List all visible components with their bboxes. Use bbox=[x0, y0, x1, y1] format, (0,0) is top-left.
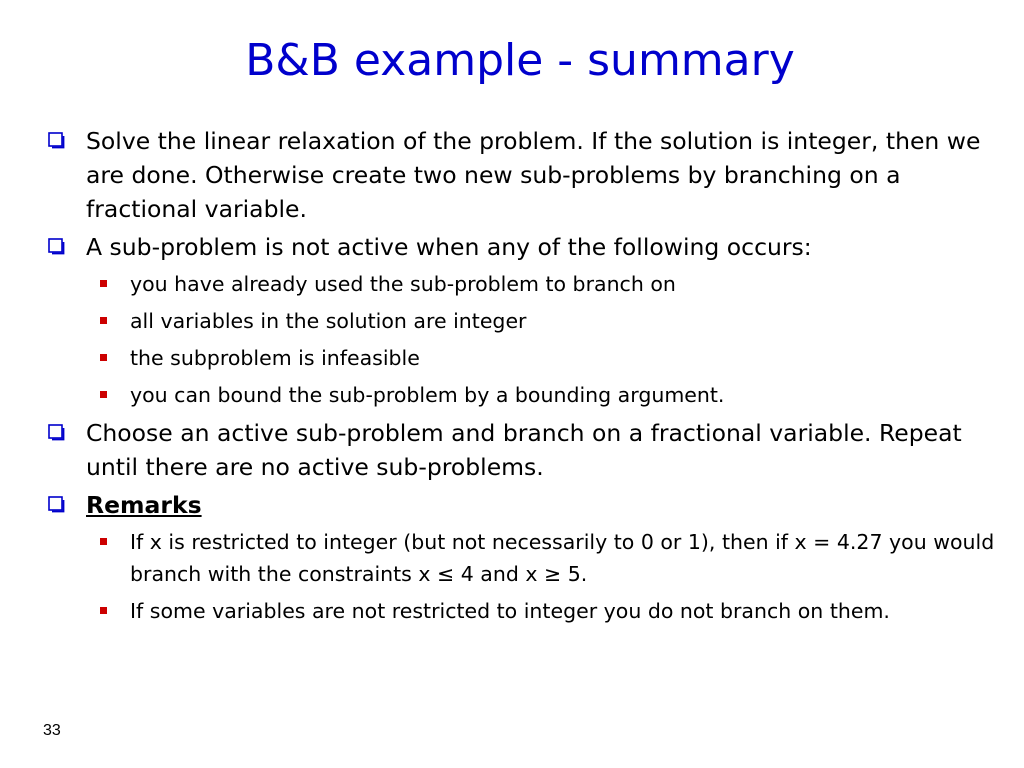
sub-bullet-item bbox=[96, 342, 996, 374]
hollow-square-bullet-icon bbox=[48, 496, 65, 513]
sub-bullet-item bbox=[96, 268, 996, 300]
square-bullet-icon bbox=[100, 538, 107, 545]
bullet-item bbox=[46, 124, 996, 226]
sub-bullet-item bbox=[96, 379, 996, 411]
sub-bullet-item bbox=[96, 526, 996, 590]
slide-title: B&B example - summary bbox=[245, 35, 795, 86]
sub-bullet-text: If some variables are not restricted to integer you do not branch on them. bbox=[130, 599, 890, 623]
sub-bullet-text: If x is restricted to integer (but not necessarily to 0 or 1), then if x = 4.27 you would branch with the constraints x ≤ 4 and x ≥ 5. bbox=[130, 530, 995, 586]
sub-bullet-text: you have already used the sub-problem to branch on bbox=[130, 272, 676, 296]
bullet-text: A sub-problem is not active when any of the following occurs: bbox=[86, 233, 812, 261]
sub-bullet-text: all variables in the solution are integer bbox=[130, 309, 527, 333]
hollow-square-bullet-icon bbox=[48, 424, 65, 441]
square-bullet-icon bbox=[100, 317, 107, 324]
sub-bullet-item bbox=[96, 305, 996, 337]
bullet-text: Solve the linear relaxation of the problem. If the solution is integer, then we are done. Otherwise create two new sub-problems by branching on a fractional variable. bbox=[86, 127, 981, 223]
square-bullet-icon bbox=[100, 354, 107, 361]
remarks-heading: Remarks bbox=[86, 491, 202, 519]
sub-bullet-item bbox=[96, 595, 996, 627]
bullet-item bbox=[46, 416, 996, 484]
sub-bullet-text: the subproblem is infeasible bbox=[130, 346, 420, 370]
bullet-text: Choose an active sub-problem and branch on a fractional variable. Repeat until there are no active sub-problems. bbox=[86, 419, 962, 481]
hollow-square-bullet-icon bbox=[48, 238, 65, 255]
bullet-item bbox=[46, 230, 996, 264]
square-bullet-icon bbox=[100, 391, 107, 398]
bullet-item bbox=[46, 488, 996, 522]
bullet-list bbox=[46, 124, 996, 632]
square-bullet-icon bbox=[100, 607, 107, 614]
hollow-square-bullet-icon bbox=[48, 132, 65, 149]
sub-bullet-text: you can bound the sub-problem by a bounding argument. bbox=[130, 383, 725, 407]
page-number: 33 bbox=[43, 722, 61, 739]
square-bullet-icon bbox=[100, 280, 107, 287]
